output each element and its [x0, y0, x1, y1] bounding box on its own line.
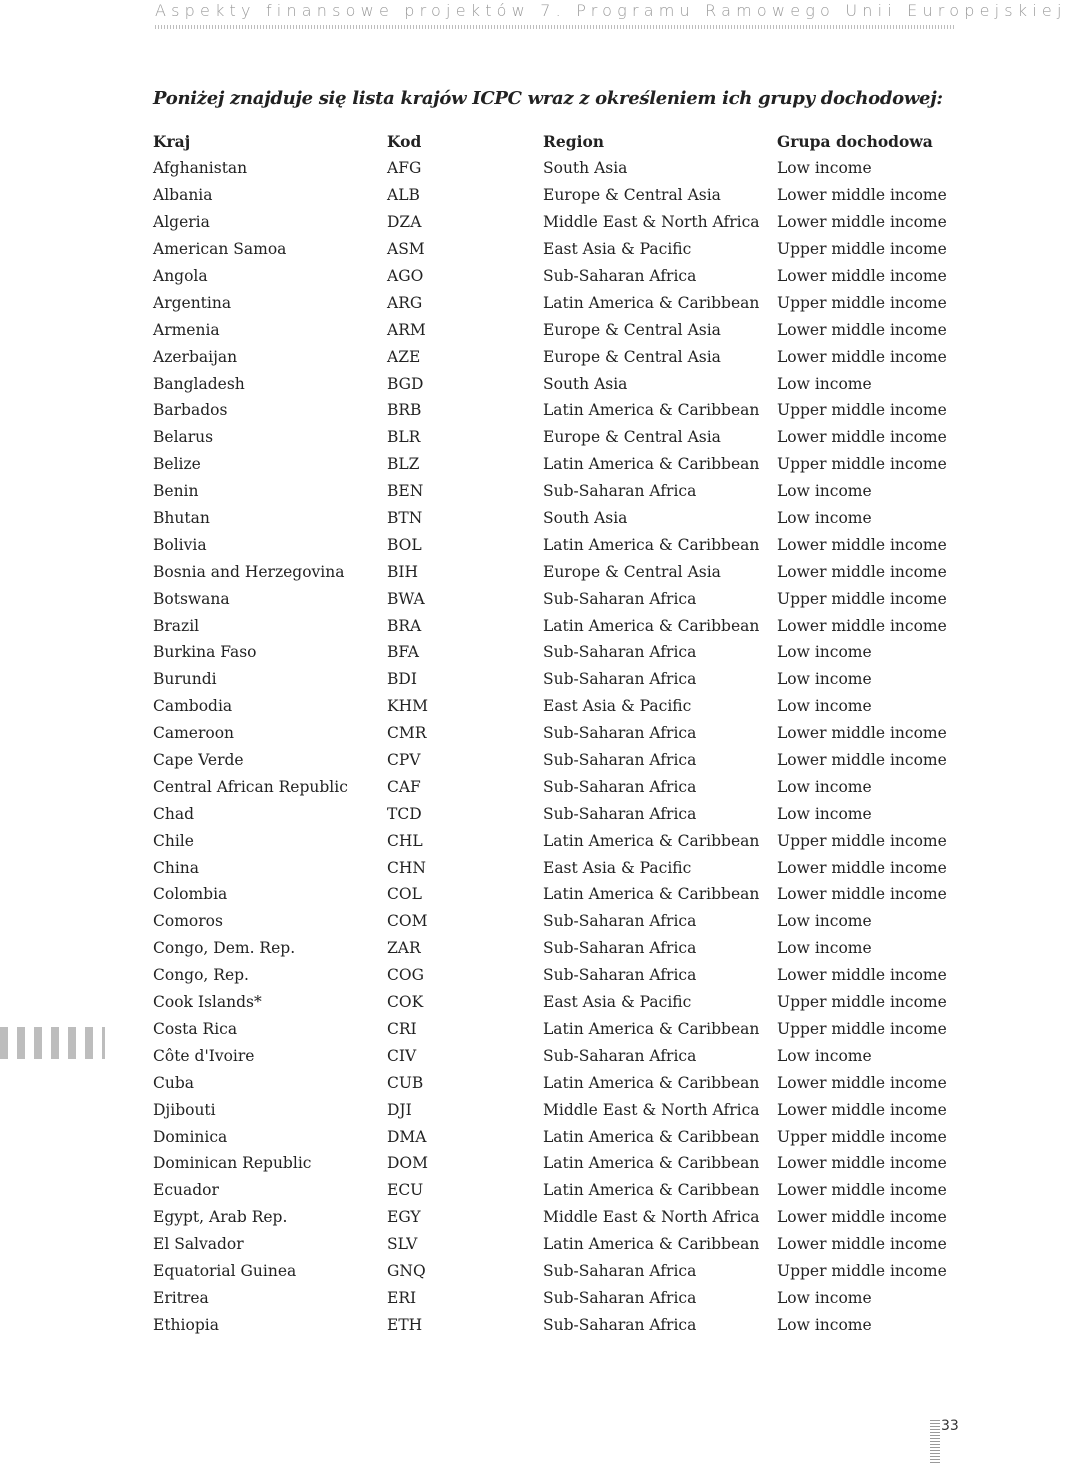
cell-country: Eritrea	[153, 1288, 209, 1307]
table-row	[153, 1123, 957, 1150]
cell-country: Congo, Rep.	[153, 966, 249, 985]
cell-country: Cameroon	[153, 724, 235, 743]
cell-code: AGO	[387, 267, 424, 285]
cell-country: Albania	[153, 186, 213, 205]
table-row	[153, 747, 957, 774]
table-row	[153, 1231, 957, 1258]
cell-country: Belarus	[153, 428, 214, 447]
cell-income-group: Lower middle income	[777, 535, 947, 554]
cell-region: South Asia	[543, 159, 628, 178]
cell-country: Equatorial Guinea	[153, 1261, 297, 1280]
cell-country: Bosnia and Herzegovina	[153, 562, 345, 581]
cell-region: East Asia & Pacific	[543, 697, 692, 716]
table-row	[153, 666, 957, 693]
cell-income-group: Lower middle income	[777, 858, 947, 877]
cell-region: South Asia	[543, 509, 628, 528]
cell-region: Sub-Saharan Africa	[543, 1315, 697, 1334]
cell-region: Latin America & Caribbean	[543, 885, 760, 904]
table-row	[153, 531, 957, 558]
cell-income-group: Lower middle income	[777, 724, 947, 743]
cell-income-group: Lower middle income	[777, 320, 947, 339]
cell-income-group: Lower middle income	[777, 1235, 947, 1254]
cell-income-group: Upper middle income	[777, 293, 947, 312]
cell-country: Barbados	[153, 401, 228, 420]
cell-country: Botswana	[153, 589, 230, 608]
table-row	[153, 854, 957, 881]
cell-region: Middle East & North Africa	[543, 1208, 760, 1227]
cell-income-group: Upper middle income	[777, 401, 947, 420]
cell-country: Cook Islands*	[153, 993, 262, 1012]
cell-region: Europe & Central Asia	[543, 186, 721, 205]
cell-income-group: Lower middle income	[777, 885, 947, 904]
table-row	[153, 1258, 957, 1285]
cell-region: Latin America & Caribbean	[543, 401, 760, 420]
table-row	[153, 585, 957, 612]
cell-income-group: Upper middle income	[777, 240, 947, 259]
cell-region: Sub-Saharan Africa	[543, 1261, 697, 1280]
cell-income-group: Upper middle income	[777, 1261, 947, 1280]
cell-country: Ethiopia	[153, 1315, 219, 1334]
cell-code: CHN	[387, 858, 426, 877]
column-header-code: Kod	[387, 132, 422, 151]
cell-country: Colombia	[153, 885, 228, 904]
cell-region: Sub-Saharan Africa	[543, 1288, 697, 1307]
cell-region: Europe & Central Asia	[543, 562, 721, 581]
cell-income-group: Low income	[777, 697, 872, 716]
table-row	[153, 1069, 957, 1096]
cell-code: SLV	[387, 1235, 418, 1254]
icpc-countries-table	[153, 128, 957, 1338]
cell-code: ARG	[387, 293, 423, 312]
cell-income-group: Lower middle income	[777, 1181, 947, 1200]
cell-income-group: Upper middle income	[777, 589, 947, 608]
cell-code: COM	[387, 912, 428, 931]
cell-code: TCD	[387, 804, 422, 823]
table-row	[153, 827, 957, 854]
cell-country: Belize	[153, 455, 201, 474]
cell-region: Sub-Saharan Africa	[543, 751, 697, 770]
cell-code: EGY	[387, 1208, 421, 1227]
table-row	[153, 639, 957, 666]
cell-code: DZA	[387, 213, 422, 232]
cell-code: KHM	[387, 697, 428, 716]
cell-income-group: Upper middle income	[777, 455, 947, 474]
table-row	[153, 612, 957, 639]
cell-region: Sub-Saharan Africa	[543, 670, 697, 689]
cell-country: Dominica	[153, 1127, 228, 1146]
table-row	[153, 1311, 957, 1338]
cell-country: Bhutan	[153, 509, 210, 528]
cell-region: Sub-Saharan Africa	[543, 267, 697, 285]
cell-region: Middle East & North Africa	[543, 213, 760, 232]
cell-code: DOM	[387, 1154, 429, 1173]
cell-region: East Asia & Pacific	[543, 993, 692, 1012]
table-row	[153, 289, 957, 316]
cell-region: Sub-Saharan Africa	[543, 912, 697, 931]
cell-country: Benin	[153, 482, 199, 501]
cell-code: BGD	[387, 374, 424, 393]
cell-code: BRA	[387, 616, 422, 635]
cell-income-group: Lower middle income	[777, 562, 947, 581]
cell-income-group: Lower middle income	[777, 186, 947, 205]
cell-code: ASM	[387, 240, 425, 259]
cell-region: Latin America & Caribbean	[543, 1181, 760, 1200]
cell-income-group: Low income	[777, 912, 872, 931]
cell-income-group: Low income	[777, 643, 872, 662]
cell-country: Algeria	[153, 213, 210, 232]
cell-country: Chad	[153, 804, 195, 823]
cell-region: Sub-Saharan Africa	[543, 804, 697, 823]
cell-income-group: Low income	[777, 670, 872, 689]
cell-region: Middle East & North Africa	[543, 1100, 760, 1119]
cell-region: Sub-Saharan Africa	[543, 589, 697, 608]
cell-country: Cambodia	[153, 697, 233, 716]
table-row	[153, 1096, 957, 1123]
cell-code: BDI	[387, 670, 417, 689]
cell-code: DMA	[387, 1127, 427, 1146]
cell-code: AZE	[387, 347, 421, 366]
table-header-row	[153, 128, 957, 155]
cell-income-group: Lower middle income	[777, 1154, 947, 1173]
cell-region: Latin America & Caribbean	[543, 1154, 760, 1173]
table-row	[153, 209, 957, 236]
cell-region: Latin America & Caribbean	[543, 1019, 760, 1038]
cell-code: GNQ	[387, 1261, 426, 1280]
cell-region: Latin America & Caribbean	[543, 455, 760, 474]
cell-country: Côte d'Ivoire	[153, 1046, 255, 1065]
cell-code: BOL	[387, 535, 422, 554]
cell-income-group: Low income	[777, 1315, 872, 1334]
cell-code: ERI	[387, 1288, 417, 1307]
cell-income-group: Upper middle income	[777, 993, 947, 1012]
cell-region: Sub-Saharan Africa	[543, 777, 697, 796]
cell-country: Burkina Faso	[153, 643, 257, 662]
cell-region: Europe & Central Asia	[543, 428, 721, 447]
cell-income-group: Upper middle income	[777, 831, 947, 850]
table-row	[153, 800, 957, 827]
cell-country: Chile	[153, 831, 194, 850]
margin-stripe-mark	[0, 1027, 105, 1059]
cell-region: Europe & Central Asia	[543, 320, 721, 339]
cell-income-group: Low income	[777, 159, 872, 178]
header-rule	[155, 25, 955, 29]
table-row	[153, 773, 957, 800]
table-row	[153, 881, 957, 908]
cell-country: Costa Rica	[153, 1019, 238, 1038]
cell-income-group: Lower middle income	[777, 1208, 947, 1227]
cell-region: Latin America & Caribbean	[543, 1235, 760, 1254]
table-row	[153, 1284, 957, 1311]
table-row	[153, 155, 957, 182]
cell-income-group: Lower middle income	[777, 966, 947, 985]
cell-country: Congo, Dem. Rep.	[153, 939, 296, 958]
cell-country: Azerbaijan	[153, 347, 238, 366]
cell-code: BLR	[387, 428, 421, 447]
cell-income-group: Lower middle income	[777, 428, 947, 447]
cell-income-group: Low income	[777, 804, 872, 823]
cell-region: Latin America & Caribbean	[543, 616, 760, 635]
cell-country: Ecuador	[153, 1181, 219, 1200]
cell-code: BTN	[387, 509, 423, 528]
intro-heading: Poniżej znajduje się lista krajów ICPC wraz z określeniem ich grupy dochodowej:	[153, 88, 943, 109]
cell-region: Latin America & Caribbean	[543, 1073, 760, 1092]
cell-country: Burundi	[153, 670, 217, 689]
cell-country: Comoros	[153, 912, 223, 931]
cell-code: BWA	[387, 589, 425, 608]
table-row	[153, 1016, 957, 1043]
table-row	[153, 397, 957, 424]
table-row	[153, 424, 957, 451]
cell-country: El Salvador	[153, 1235, 244, 1254]
cell-code: ALB	[387, 186, 420, 205]
cell-code: COG	[387, 966, 424, 985]
cell-income-group: Lower middle income	[777, 1100, 947, 1119]
cell-code: CMR	[387, 724, 427, 743]
cell-country: Central African Republic	[153, 777, 348, 796]
cell-country: Cape Verde	[153, 751, 244, 770]
cell-code: BIH	[387, 562, 419, 581]
cell-region: Europe & Central Asia	[543, 347, 721, 366]
cell-income-group: Upper middle income	[777, 1019, 947, 1038]
table-row	[153, 343, 957, 370]
cell-region: Latin America & Caribbean	[543, 831, 760, 850]
page-number-stripe-mark	[930, 1420, 940, 1464]
cell-region: East Asia & Pacific	[543, 858, 692, 877]
table-row	[153, 182, 957, 209]
cell-income-group: Lower middle income	[777, 267, 947, 285]
table-row	[153, 693, 957, 720]
cell-region: Sub-Saharan Africa	[543, 643, 697, 662]
table-row	[153, 935, 957, 962]
cell-country: Djibouti	[153, 1100, 216, 1119]
cell-income-group: Low income	[777, 1288, 872, 1307]
cell-income-group: Low income	[777, 939, 872, 958]
table-row	[153, 316, 957, 343]
cell-code: CPV	[387, 751, 421, 770]
table-row	[153, 989, 957, 1016]
cell-country: Bolivia	[153, 535, 207, 554]
table-row	[153, 1204, 957, 1231]
cell-code: CIV	[387, 1046, 417, 1065]
table-row	[153, 962, 957, 989]
cell-code: CUB	[387, 1073, 424, 1092]
cell-income-group: Low income	[777, 509, 872, 528]
cell-region: Sub-Saharan Africa	[543, 482, 697, 501]
cell-region: South Asia	[543, 374, 628, 393]
table-row	[153, 720, 957, 747]
cell-country: American Samoa	[153, 240, 287, 259]
running-header: Aspekty finansowe projektów 7. Programu Ramowego Unii Europejskiej	[155, 1, 1067, 20]
cell-income-group: Low income	[777, 777, 872, 796]
cell-country: Angola	[153, 267, 208, 285]
cell-code: BFA	[387, 643, 419, 662]
cell-region: East Asia & Pacific	[543, 240, 692, 259]
table-row	[153, 478, 957, 505]
cell-region: Sub-Saharan Africa	[543, 939, 697, 958]
cell-income-group: Lower middle income	[777, 213, 947, 232]
table-row	[153, 1150, 957, 1177]
cell-income-group: Low income	[777, 482, 872, 501]
cell-code: DJI	[387, 1100, 412, 1119]
cell-code: AFG	[387, 159, 422, 178]
table-row	[153, 1042, 957, 1069]
cell-country: Argentina	[153, 293, 232, 312]
cell-code: ETH	[387, 1315, 423, 1334]
cell-code: BEN	[387, 482, 424, 501]
cell-region: Sub-Saharan Africa	[543, 1046, 697, 1065]
table-row	[153, 1177, 957, 1204]
column-header-income-group: Grupa dochodowa	[777, 132, 933, 151]
cell-region: Sub-Saharan Africa	[543, 966, 697, 985]
page-number: 33	[941, 1418, 959, 1434]
cell-region: Latin America & Caribbean	[543, 293, 760, 312]
table-row	[153, 505, 957, 532]
cell-income-group: Lower middle income	[777, 1073, 947, 1092]
table-body	[153, 155, 957, 1338]
table-row	[153, 263, 957, 290]
cell-region: Latin America & Caribbean	[543, 1127, 760, 1146]
cell-code: ZAR	[387, 939, 421, 958]
table-row	[153, 370, 957, 397]
cell-country: Armenia	[153, 320, 220, 339]
cell-income-group: Lower middle income	[777, 751, 947, 770]
cell-income-group: Lower middle income	[777, 616, 947, 635]
table-row	[153, 558, 957, 585]
cell-code: BLZ	[387, 455, 420, 474]
cell-country: Cuba	[153, 1073, 195, 1092]
cell-country: Afghanistan	[153, 159, 248, 178]
cell-country: Dominican Republic	[153, 1154, 312, 1173]
cell-code: CHL	[387, 831, 423, 850]
cell-code: COL	[387, 885, 422, 904]
column-header-country: Kraj	[153, 132, 191, 151]
cell-income-group: Lower middle income	[777, 347, 947, 366]
cell-region: Sub-Saharan Africa	[543, 724, 697, 743]
table-row	[153, 451, 957, 478]
cell-region: Latin America & Caribbean	[543, 535, 760, 554]
cell-country: Brazil	[153, 616, 200, 635]
cell-income-group: Low income	[777, 374, 872, 393]
cell-code: CRI	[387, 1019, 417, 1038]
cell-country: Bangladesh	[153, 374, 245, 393]
cell-income-group: Low income	[777, 1046, 872, 1065]
cell-code: ARM	[387, 320, 426, 339]
cell-code: BRB	[387, 401, 422, 420]
cell-country: China	[153, 858, 200, 877]
cell-country: Egypt, Arab Rep.	[153, 1208, 288, 1227]
cell-code: CAF	[387, 777, 421, 796]
cell-code: ECU	[387, 1181, 424, 1200]
cell-income-group: Upper middle income	[777, 1127, 947, 1146]
cell-code: COK	[387, 993, 424, 1012]
table-row	[153, 236, 957, 263]
table-row	[153, 908, 957, 935]
column-header-region: Region	[543, 132, 605, 151]
